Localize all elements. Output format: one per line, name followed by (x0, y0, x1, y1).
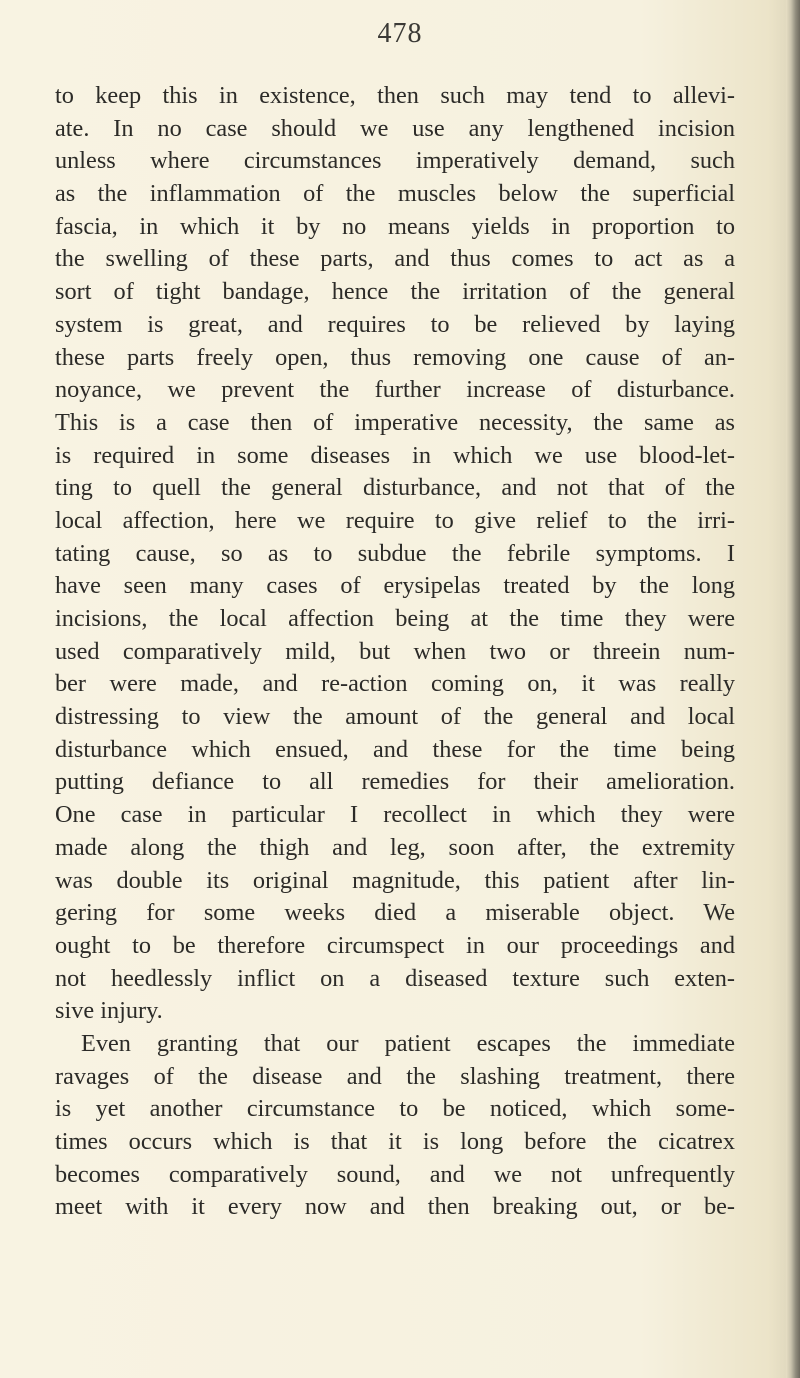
text-line: not heedlessly inflict on a diseased texture such exten- (55, 964, 735, 992)
text-line: ting to quell the general disturbance, and not that of the (55, 474, 735, 502)
text-line: system is great, and requires to be relieved by laying (55, 310, 735, 338)
text-line: is required in some diseases in which we use blood-let- (55, 441, 735, 469)
text-line: fascia, in which it by no means yields in proportion to (55, 212, 735, 240)
page-number: 478 (377, 18, 423, 49)
text-line: incisions, the local affection being at the time they were (55, 605, 735, 632)
text-line: Even granting that our patient escapes the immediate (81, 1029, 735, 1057)
text-line: to keep this in existence, then such may tend to allevi- (55, 82, 735, 109)
text-line: these parts freely open, thus removing one cause of an- (55, 343, 735, 371)
text-line: gering for some weeks died a miserable object. We (55, 899, 735, 927)
text-line: tating cause, so as to subdue the febrile symptoms. I (55, 539, 735, 567)
text-line: is yet another circumstance to be noticed, which some- (55, 1095, 735, 1123)
paragraph (55, 80, 735, 1028)
text-line: as the inflammation of the muscles below the superficial (55, 180, 735, 208)
text-line: the swelling of these parts, and thus comes to act as a (55, 245, 735, 273)
text-line: meet with it every now and then breaking out, or be- (55, 1193, 735, 1221)
text-line: ought to be therefore circumspect in our proceedings and (55, 931, 735, 959)
page-edge-shadow (786, 0, 800, 1378)
text-line: becomes comparatively sound, and we not unfrequently (55, 1160, 735, 1188)
text-line: distressing to view the amount of the general and local (55, 703, 735, 731)
text-line: times occurs which is that it is long before the cicatrex (55, 1128, 735, 1155)
text-line: made along the thigh and leg, soon after, the extremity (55, 833, 735, 861)
text-line: putting defiance to all remedies for their amelioration. (55, 768, 735, 796)
text-line: ravages of the disease and the slashing treatment, there (55, 1062, 735, 1090)
text-line: unless where circumstances imperatively demand, such (55, 147, 735, 175)
text-line: used comparatively mild, but when two or threein num- (55, 637, 735, 665)
text-line: ber were made, and re-action coming on, it was really (55, 670, 735, 698)
text-line: noyance, we prevent the further increase of disturbance. (55, 376, 735, 404)
text-line: have seen many cases of erysipelas treated by the long (55, 572, 735, 600)
text-line: sort of tight bandage, hence the irritation of the general (55, 278, 735, 306)
paragraph (55, 1028, 735, 1224)
text-line: This is a case then of imperative necessity, the same as (55, 408, 735, 436)
text-line: sive injury. (55, 997, 163, 1025)
body-text (55, 80, 735, 1224)
text-line: was double its original magnitude, this patient after lin- (55, 866, 735, 894)
text-line: ate. In no case should we use any lengthened incision (55, 114, 735, 142)
text-line: One case in particular I recollect in which they were (55, 801, 735, 829)
text-line: local affection, here we require to give relief to the irri- (55, 506, 735, 534)
text-line: disturbance which ensued, and these for the time being (55, 735, 735, 763)
